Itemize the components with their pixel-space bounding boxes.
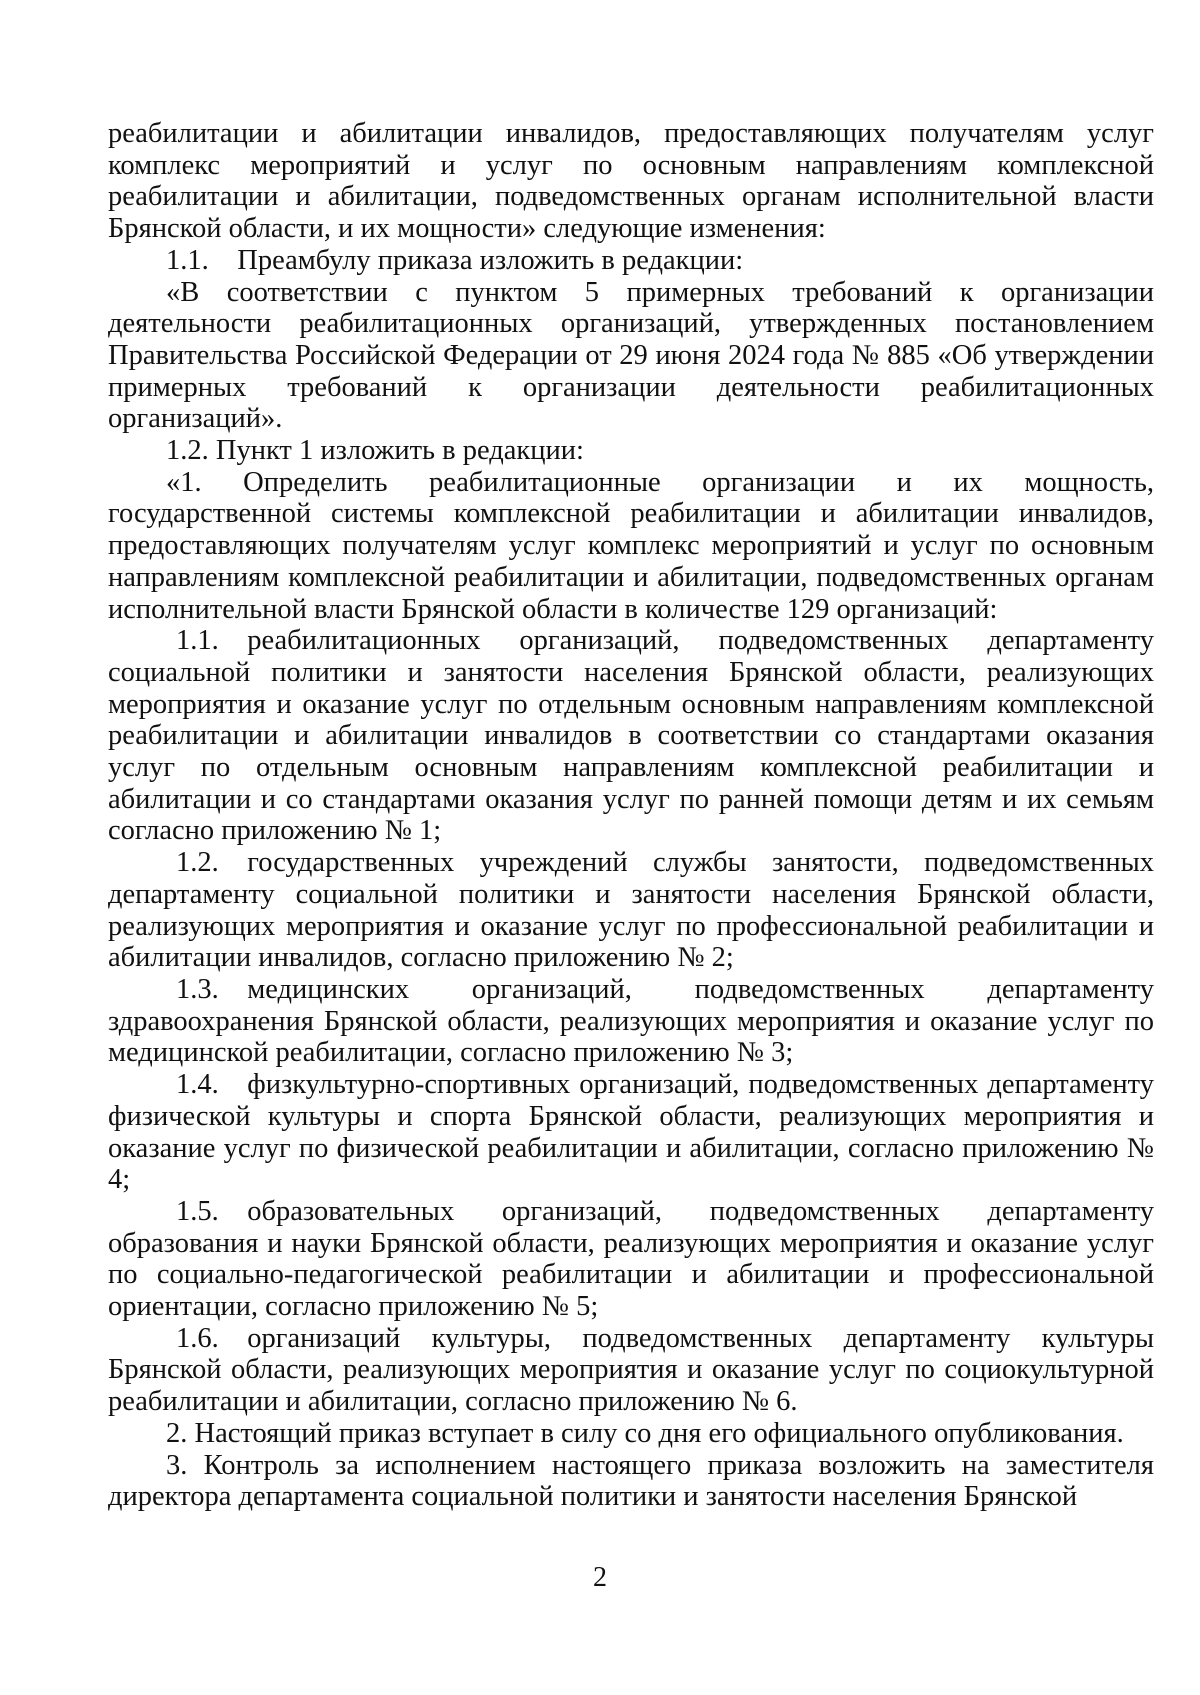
- paragraph-sub-1-4: 1.4. физкультурно-спортивных организаций, подведомственных департаменту физической культуры и спорта Брянской области, реализующих мероприятия и оказание услуг по физической реабилитации и абилитации, согласно приложению № 4;: [108, 1069, 1154, 1196]
- document-body: [108, 118, 1154, 1513]
- paragraph-continuation: реабилитации и абилитации инвалидов, предоставляющих получателям услуг комплекс мероприятий и услуг по основным направлениям комплексной реабилитации и абилитации, подведомственных органам исполнительной власти Брянской области, и их мощности» следующие изменения:: [108, 118, 1154, 245]
- paragraph-2-effective: 2. Настоящий приказ вступает в силу со дня его официального опубликования.: [166, 1417, 1124, 1449]
- page-number: 2: [593, 1562, 607, 1593]
- paragraph-1-2-point: 1.2. Пункт 1 изложить в редакции:: [166, 435, 584, 467]
- paragraph-sub-1-2: 1.2. государственных учреждений службы занятости, подведомственных департаменту социальной политики и занятости населения Брянской области, реализующих мероприятия и оказание услуг по профессиональной реабилитации и абилитации инвалидов, согласно приложению № 2;: [108, 847, 1154, 974]
- paragraph-1-1-preamble: 1.1. Преамбулу приказа изложить в редакции:: [166, 244, 744, 276]
- paragraph-point-1-quote: «1. Определить реабилитационные организации и их мощность, государственной системы комплексной реабилитации и абилитации инвалидов, предоставляющих получателям услуг комплекс мероприятий и услуг по основным направлениям комплексной реабилитации и абилитации, подведомственных органам исполнительной власти Брянской области в количестве 129 организаций:: [108, 466, 1154, 625]
- paragraph-3-control: 3. Контроль за исполнением настоящего приказа возложить на заместителя директора департамента социальной политики и занятости населения Брянской: [108, 1449, 1154, 1513]
- paragraph-sub-1-5: 1.5. образовательных организаций, подведомственных департаменту образования и науки Брянской области, реализующих мероприятия и оказание услуг по социально-педагогической реабилитации и абилитации и профессиональной ориентации, согласно приложению № 5;: [108, 1195, 1154, 1323]
- paragraph-sub-1-1: 1.1. реабилитационных организаций, подведомственных департаменту социальной политики и занятости населения Брянской области, реализующих мероприятия и оказание услуг по отдельным основным направлениям комплексной реабилитации и абилитации инвалидов в соответствии со стандартами оказания услуг по отдельным основным направлениям комплексной реабилитации и абилитации и со стандартами оказания услуг по ранней помощи детям и их семьям согласно приложению № 1;: [108, 625, 1154, 847]
- paragraph-preamble-quote: «В соответствии с пунктом 5 примерных требований к организации деятельности реабилитационных организаций, утвержденных постановлением Правительства Российской Федерации от 29 июня 2024 года № 885 «Об утверждении примерных требований к организации деятельности реабилитационных организаций».: [108, 276, 1154, 435]
- paragraph-sub-1-3: 1.3. медицинских организаций, подведомственных департаменту здравоохранения Брянской области, реализующих мероприятия и оказание услуг по медицинской реабилитации, согласно приложению № 3;: [108, 973, 1154, 1069]
- paragraph-sub-1-6: 1.6. организаций культуры, подведомственных департаменту культуры Брянской области, реализующих мероприятия и оказание услуг по социокультурной реабилитации и абилитации, согласно приложению № 6.: [108, 1322, 1154, 1418]
